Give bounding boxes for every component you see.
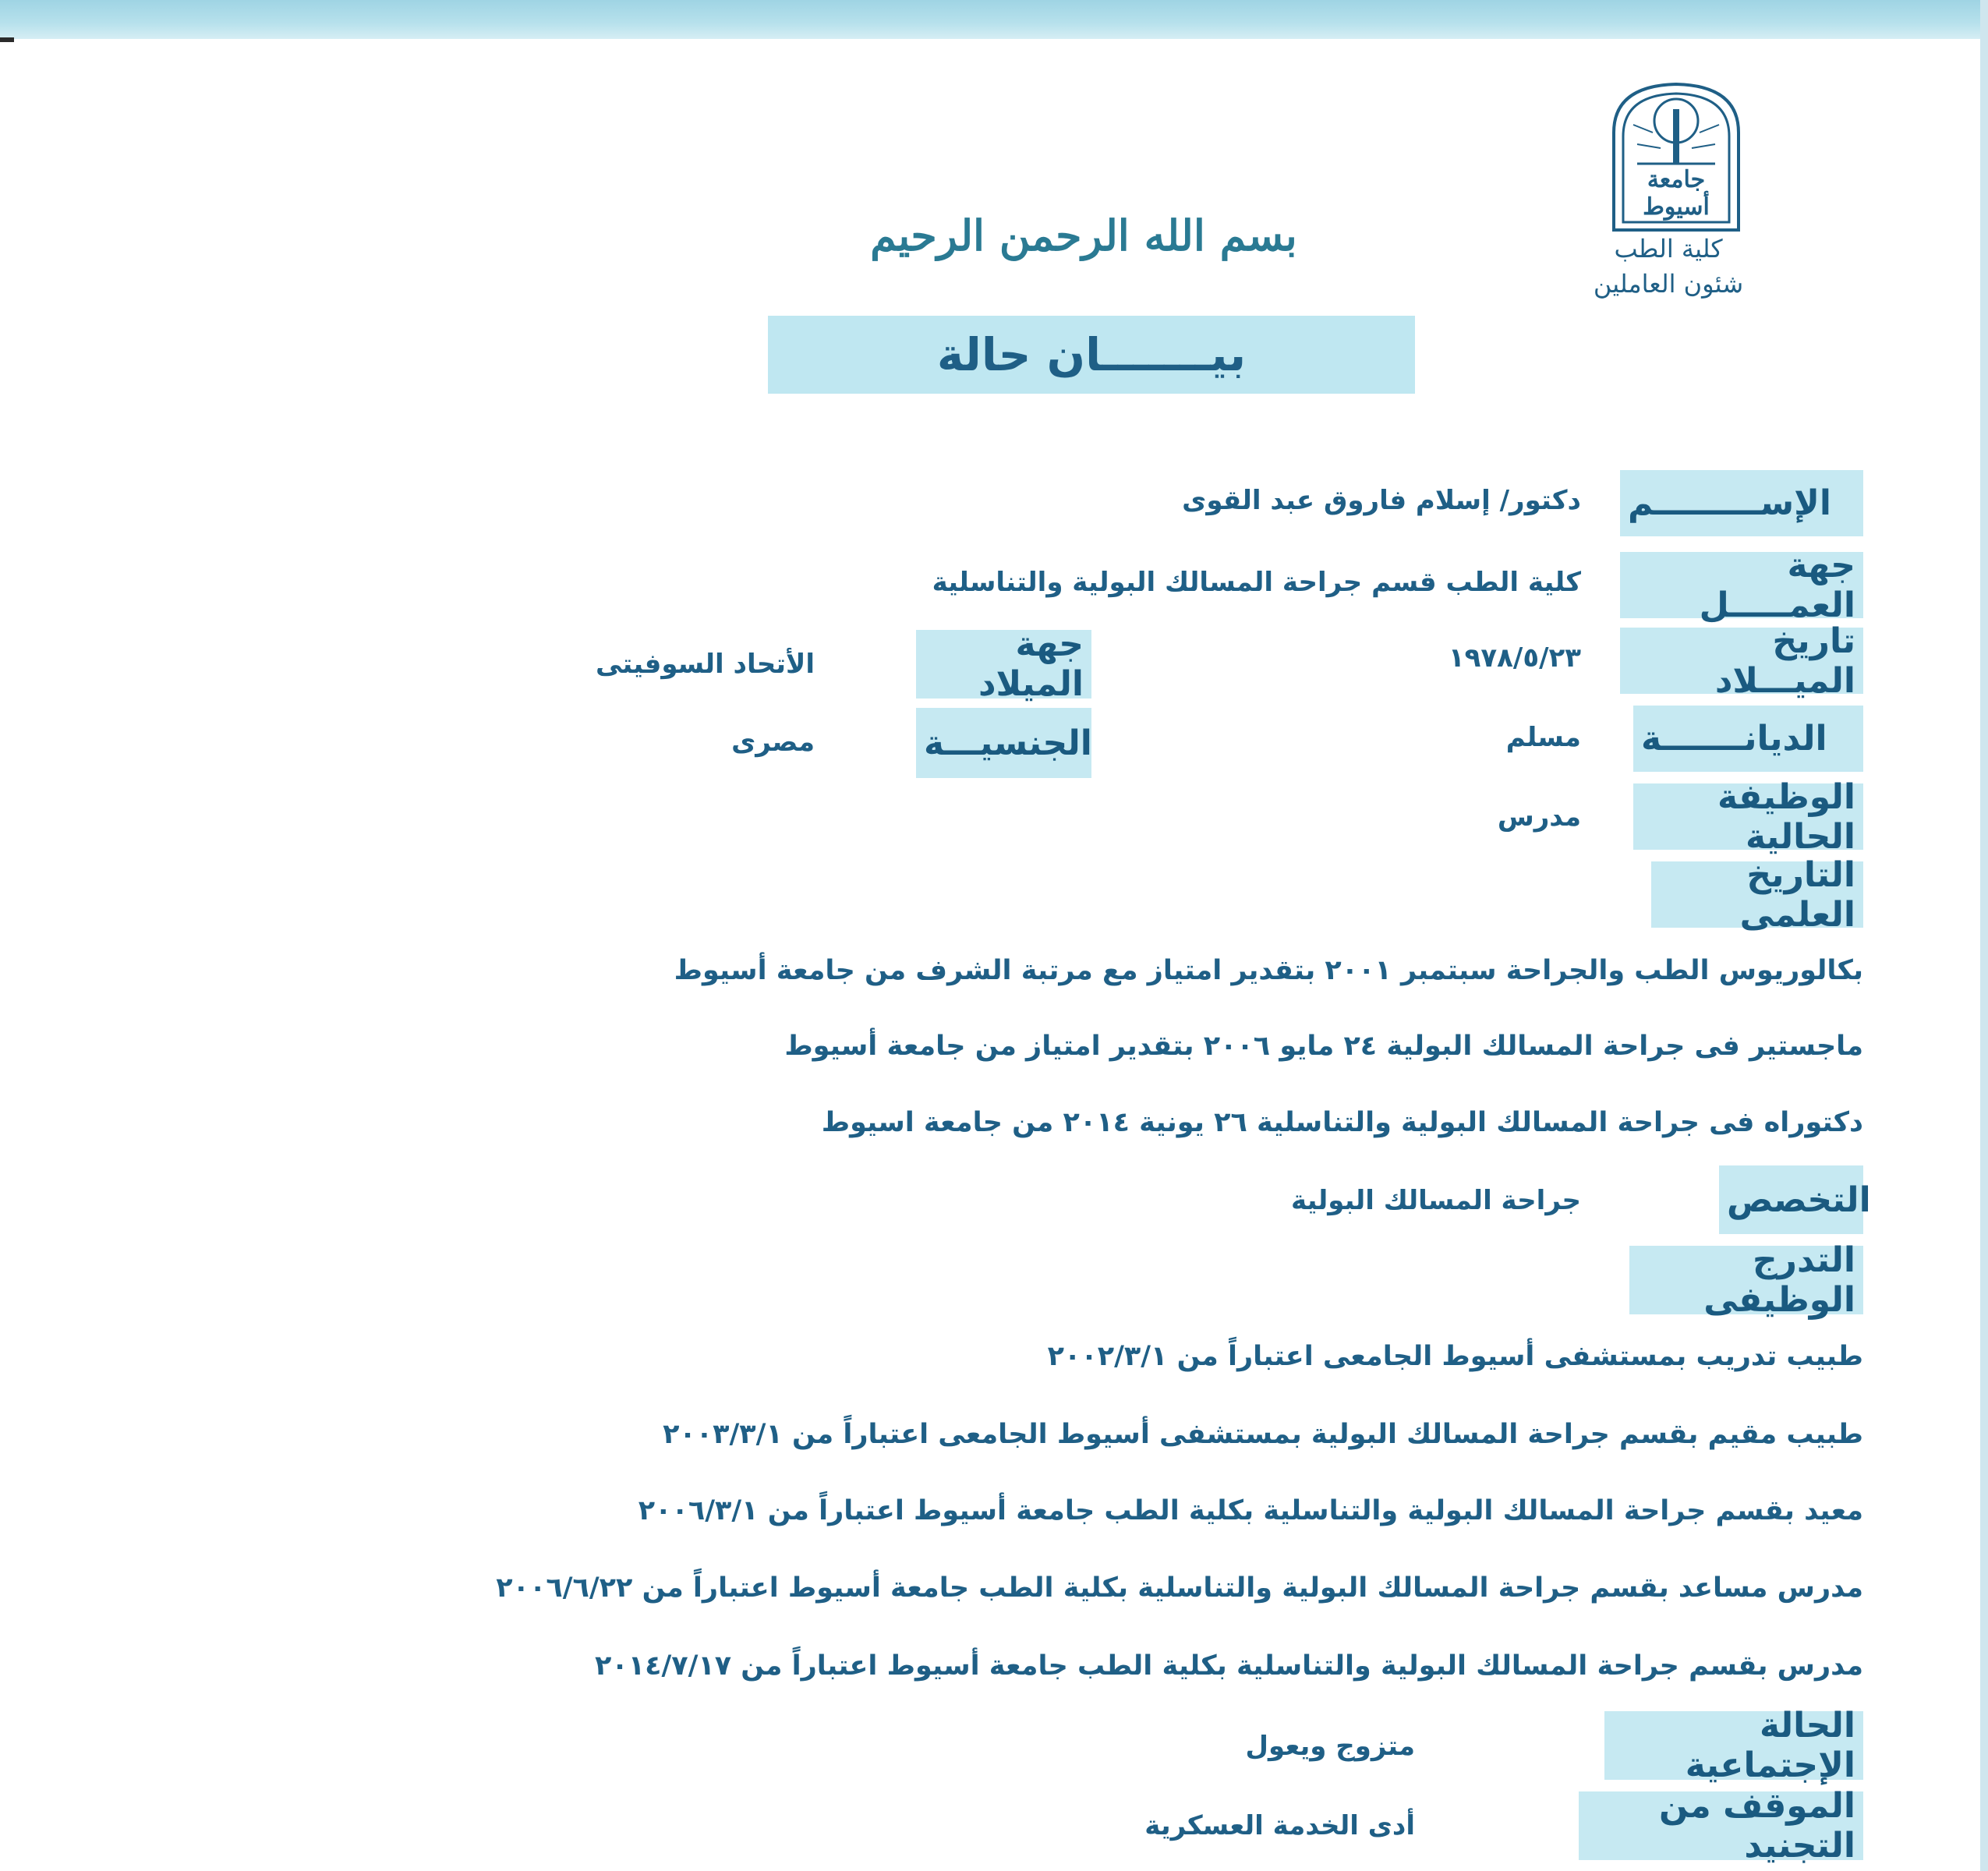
career-item: معيد بقسم جراحة المسالك البولية والتناسلية بكلية الطب جامعة أسيوط اعتباراً من ٢٠٠٦/٣/١ (638, 1495, 1863, 1526)
religion-value: مسلم (1505, 722, 1581, 753)
specialty-value: جراحة المسالك البولية (1291, 1185, 1581, 1216)
basmala-heading: بسم الله الرحمن الرحيم (870, 210, 1297, 260)
academic-history-label: التاريخ العلمى (1651, 861, 1863, 928)
current-job-value: مدرس (1497, 801, 1581, 833)
career-progression-label: التدرج الوظيفى (1629, 1246, 1863, 1314)
university-emblem-logo (1606, 78, 1746, 234)
emblem-text-city: أسيوط (1643, 193, 1710, 221)
nationality-value: مصرى (731, 727, 815, 758)
marital-status-value: متزوج ويعول (1245, 1731, 1415, 1762)
academic-history-item: ماجستير فى جراحة المسالك البولية ٢٤ مايو ٢٠٠٦ بتقدير امتياز من جامعة أسيوط (784, 1031, 1863, 1062)
name-label: الإســـــــــم (1620, 470, 1863, 536)
faculty-label: كلية الطب (1614, 234, 1723, 263)
academic-history-item: بكالوريوس الطب والجراحة سبتمبر ٢٠٠١ بتقدير امتياز مع مرتبة الشرف من جامعة أسيوط (674, 955, 1863, 986)
career-item: طبيب تدريب بمستشفى أسيوط الجامعى اعتباراً من ٢٠٠٢/٣/١ (1047, 1341, 1863, 1372)
marital-status-label: الحالة الإجتماعية (1604, 1711, 1863, 1780)
birthdate-value: ١٩٧٨/٥/٢٣ (1448, 642, 1581, 674)
name-value: دكتور/ إسلام فاروق عبد القوى (1182, 485, 1581, 516)
workplace-value: كلية الطب قسم جراحة المسالك البولية والتناسلية (932, 567, 1581, 598)
career-item: طبيب مقيم بقسم جراحة المسالك البولية بمستشفى أسيوط الجامعى اعتباراً من ٢٠٠٣/٣/١ (663, 1419, 1863, 1450)
emblem-text-university: جامعة (1647, 166, 1706, 193)
department-label: شئون العاملين (1593, 269, 1744, 299)
career-item: مدرس مساعد بقسم جراحة المسالك البولية والتناسلية بكلية الطب جامعة أسيوط اعتباراً من ٢٠٠٦/٦/٢٢ (496, 1572, 1863, 1604)
document-title-box (768, 316, 1415, 394)
scan-edge-mark (0, 37, 14, 42)
birthplace-label: جهة الميلاد (916, 630, 1091, 699)
birthdate-label: تاريخ الميـــلاد (1620, 628, 1863, 694)
specialty-label: التخصص (1719, 1165, 1863, 1234)
document-title: بيـــــــان حالة (936, 328, 1247, 381)
current-job-label: الوظيفة الحالية (1633, 783, 1863, 850)
nationality-label: الجنسيـــة (916, 708, 1091, 778)
birthplace-value: الأتحاد السوفيتى (595, 649, 815, 680)
religion-label: الديانـــــــة (1633, 706, 1863, 772)
scan-right-edge (1980, 0, 1988, 1871)
military-status-label: الموقف من التجنيد (1579, 1791, 1863, 1860)
military-status-value: أدى الخدمة العسكرية (1144, 1810, 1415, 1841)
career-item: مدرس بقسم جراحة المسالك البولية والتناسلية بكلية الطب جامعة أسيوط اعتباراً من ٢٠١٤/٧/١٧ (595, 1650, 1863, 1682)
emblem-drawing (1606, 78, 1746, 234)
workplace-label: جهة العمـــــل (1620, 552, 1863, 618)
scan-top-bar (0, 0, 1988, 39)
academic-history-item: دكتوراه فى جراحة المسالك البولية والتناسلية ٢٦ يونية ٢٠١٤ من جامعة اسيوط (821, 1107, 1863, 1138)
